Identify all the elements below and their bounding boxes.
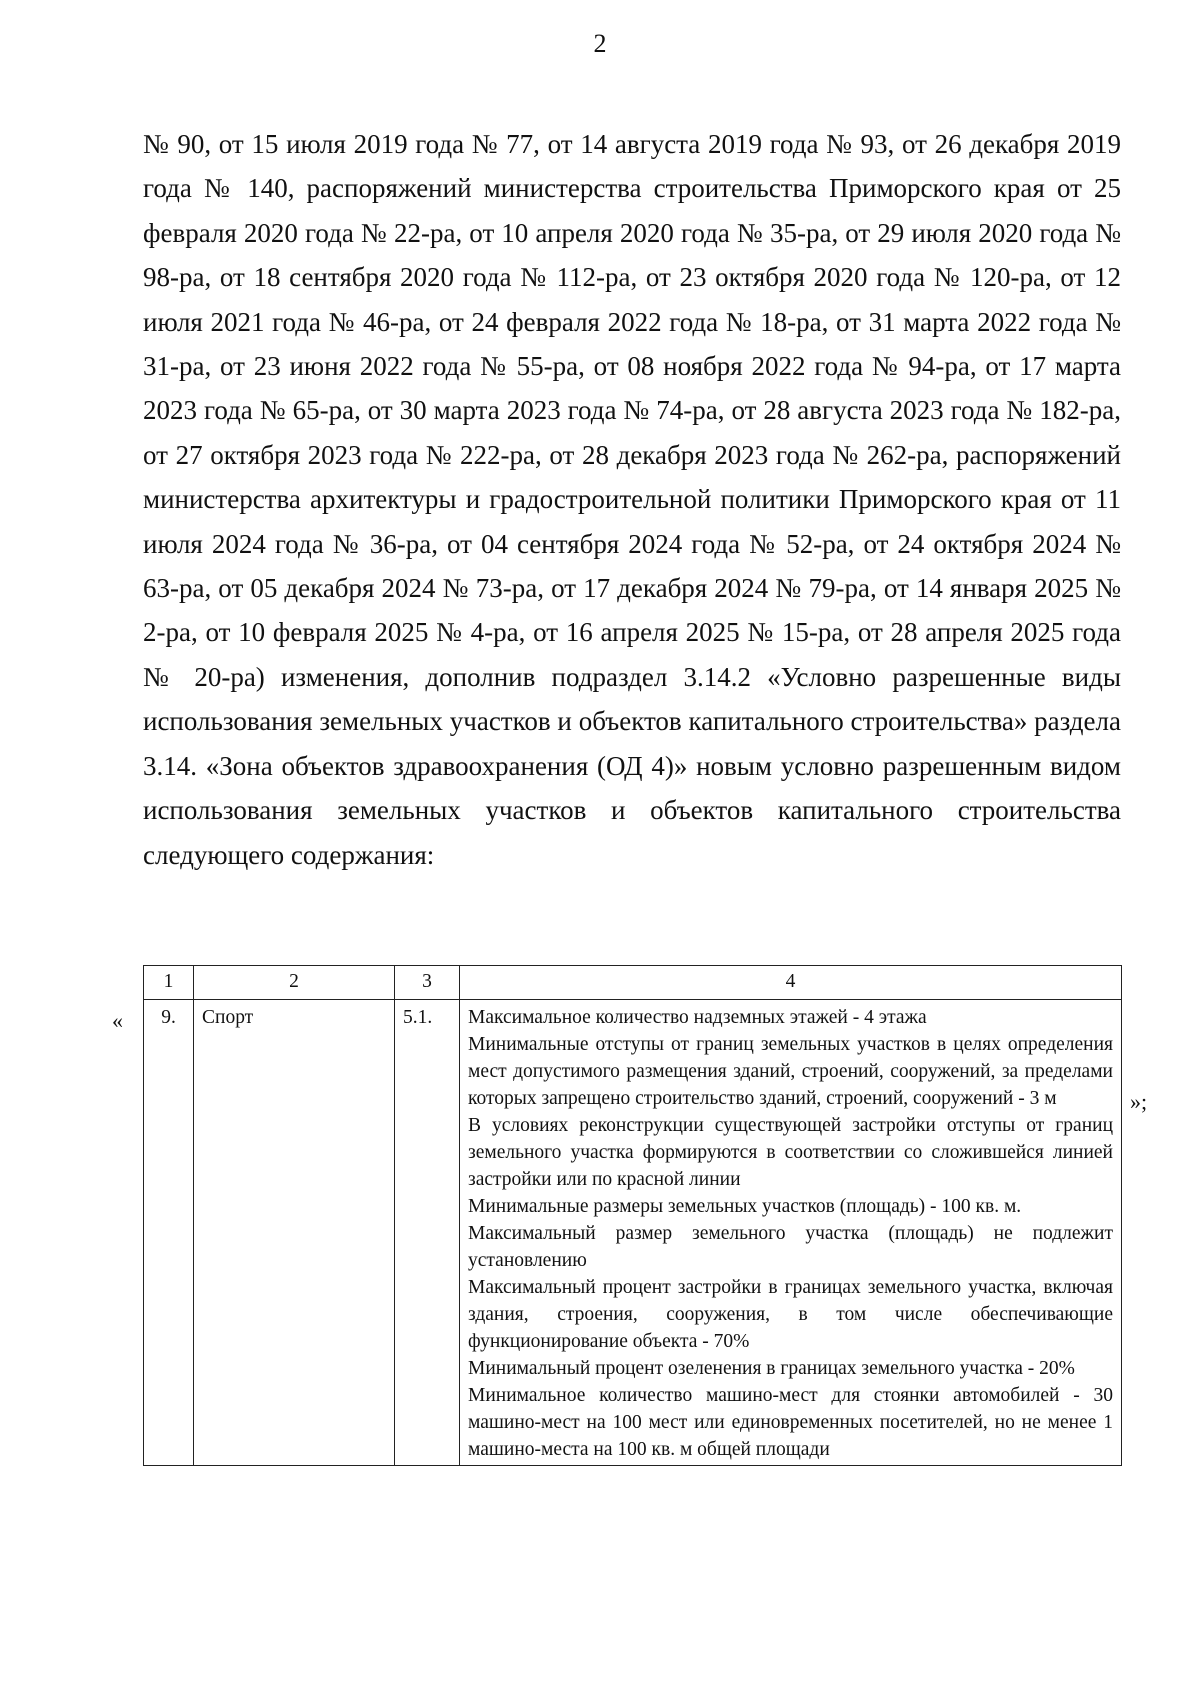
header-col-3: 3 — [395, 966, 460, 1000]
main-paragraph: № 90, от 15 июля 2019 года № 77, от 14 августа 2019 года № 93, от 26 декабря 2019 года № 140, распоряжений министерства строительства Приморского края от 25 февраля 2020 года № 22-ра, от 10 апреля 2020 года № 35-ра, от 29 июля 2020 года № 98-ра, от 18 сентября 2020 года № 112-ра, от 23 октября 2020 года № 120-ра, от 12 июля 2021 года № 46-ра, от 24 февраля 2022 года № 18-ра, от 31 марта 2022 года № 31-ра, от 23 июня 2022 года № 55-ра, от 08 ноября 2022 года № 94-ра, от 17 марта 2023 года № 65-ра, от 30 марта 2023 года № 74-ра, от 28 августа 2023 года № 182-ра, от 27 октября 2023 года № 222-ра, от 28 декабря 2023 года № 262-ра, распоряжений министерства архитектуры и градостроительной политики Приморского края от 11 июля 2024 года № 36-ра, от 04 сентября 2024 года № 52-ра, от 24 октября 2024 № 63-ра, от 05 декабря 2024 № 73-ра, от 17 декабря 2024 № 79-ра, от 14 января 2025 № 2-ра, от 10 февраля 2025 № 4-ра, от 16 апреля 2025 № 15-ра, от 28 апреля 2025 года № 20-ра) изменения, дополнив подраздел 3.14.2 «Условно разрешенные виды использования земельных участков и объектов капитального строительства» раздела 3.14. «Зона объектов здравоохранения (ОД 4)» новым условно разрешенным видом использования земельных участков и объектов капитального строительства следующего содержания: — [143, 129, 1121, 870]
row-parameters — [460, 1000, 1122, 1466]
header-col-2: 2 — [194, 966, 395, 1000]
param-min-setbacks: Минимальные отступы от границ земельных участков в целях определения мест допустимого размещения зданий, строений, сооружений, за пределами которых запрещено строительство зданий, строений, сооружений - 3 м — [468, 1034, 1113, 1109]
table-row — [144, 1000, 1122, 1466]
param-min-greenery-percent: Минимальный процент озеленения в границах земельного участка - 20% — [468, 1358, 1075, 1379]
param-min-parking: Минимальное количество машино-мест для стоянки автомобилей - 30 машино-мест на 100 мест или единовременных посетителей, но не менее 1 машино-места на 100 кв. м общей площади — [468, 1385, 1113, 1460]
row-land-use-code: 5.1. — [395, 1000, 460, 1466]
land-use-table — [143, 965, 1122, 1466]
header-col-1: 1 — [144, 966, 194, 1000]
row-number: 9. — [144, 1000, 194, 1466]
page-number: 2 — [593, 29, 607, 58]
row-land-use-name: Спорт — [194, 1000, 395, 1466]
param-max-building-percent: Максимальный процент застройки в границах земельного участка, включая здания, строения, сооружения, в том числе обеспечивающие функционирование объекта - 70% — [468, 1277, 1113, 1352]
header-col-4: 4 — [460, 966, 1122, 1000]
land-use-table-container — [143, 965, 1121, 1466]
param-reconstruction-setbacks: В условиях реконструкции существующей застройки отступы от границ земельного участка формируются в соответствии со сложившейся линией застройки или по красной линии — [468, 1115, 1113, 1190]
param-max-plot-size: Максимальный размер земельного участка (площадь) не подлежит установлению — [468, 1223, 1113, 1271]
table-close-quote: »; — [1130, 1089, 1148, 1114]
param-max-floors: Максимальное количество надземных этажей - 4 этажа — [468, 1007, 927, 1028]
table-open-quote: « — [112, 1008, 123, 1033]
table-header-row — [144, 966, 1122, 1000]
param-min-plot-size: Минимальные размеры земельных участков (площадь) - 100 кв. м. — [468, 1196, 1022, 1217]
